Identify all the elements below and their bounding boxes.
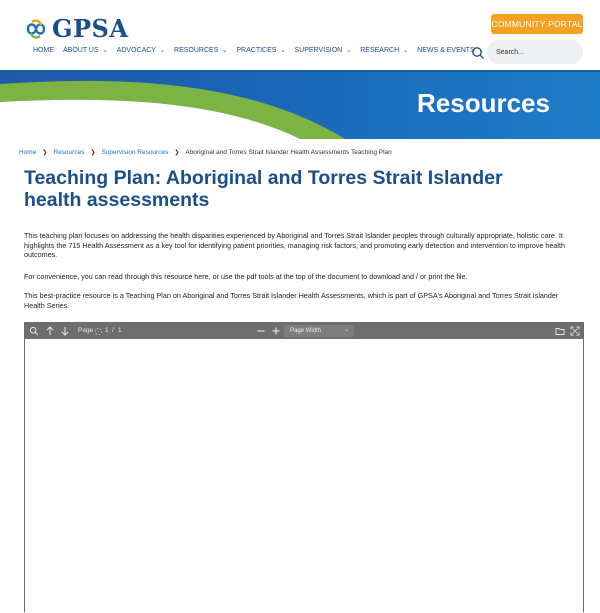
chevron-down-icon: ⌄: [102, 48, 108, 54]
chevron-down-icon: ⌄: [159, 48, 166, 54]
chevron-down-icon: ⌄: [346, 48, 352, 54]
nav-item-news-events[interactable]: NEWS & EVENTS ⌄: [417, 47, 484, 54]
arrow-down-icon[interactable]: [60, 326, 70, 336]
nav-item-resources[interactable]: RESOURCES ⌄: [174, 47, 228, 54]
gpsa-logo-icon: [24, 17, 48, 41]
chevron-right-icon: ❯: [174, 150, 180, 156]
banner-title: Resources: [417, 88, 550, 118]
chevron-down-icon: ⌄: [478, 48, 484, 54]
nav-item-advocacy[interactable]: ADVOCACY ⌄: [116, 47, 166, 54]
search-icon[interactable]: [471, 46, 485, 60]
pdf-page-canvas[interactable]: [25, 339, 583, 613]
main-nav: [33, 47, 493, 54]
pdf-viewer: [24, 322, 584, 612]
page-banner: [0, 70, 600, 139]
search-icon[interactable]: [29, 326, 39, 336]
breadcrumb-supervision-resources[interactable]: Supervision Resources: [101, 149, 169, 156]
chevron-down-icon: ⌄: [222, 48, 228, 54]
community-portal-button[interactable]: COMMUNITY PORTAL: [491, 14, 583, 34]
fullscreen-icon[interactable]: [570, 326, 580, 336]
search-input[interactable]: Search...: [487, 40, 583, 64]
breadcrumb-resources[interactable]: Resources: [53, 149, 85, 156]
chevron-down-icon: ⌄: [403, 48, 409, 54]
nav-item-practices[interactable]: PRACTICES ⌄: [236, 47, 286, 54]
series-paragraph: This best-practice resource is a Teaching Plan on Aboriginal and Torres Strait Islander Health Assessments, which is part of GPSA's Aboriginal and Torres Strait Islander Health Series.: [24, 291, 559, 310]
page-label: Page: [78, 327, 94, 334]
site-header: [0, 0, 600, 70]
zoom-select[interactable]: Page Width ⌄: [284, 325, 354, 337]
pdf-toolbar: [25, 323, 583, 339]
intro-paragraph: This teaching plan focuses on addressing the health disparities experienced by Aboriginal and Torres Strait Islander peoples through culturally appropriate, holistic care. It highlights the 715 Health Assessment as a key tool for identifying patient priorities, managing risk factors, and promoting early detection and intervention to improve health outcomes.: [24, 231, 565, 260]
chevron-down-icon: ⌄: [280, 48, 286, 54]
breadcrumb-home[interactable]: Home: [19, 149, 37, 156]
nav-item-about-us[interactable]: ABOUT US ⌄: [63, 47, 108, 54]
chevron-right-icon: ❯: [90, 150, 96, 156]
chevron-right-icon: ❯: [42, 150, 48, 156]
convenience-paragraph: For convenience, you can read through this resource here, or use the pdf tools at the top of the document to download and / or print the file.: [24, 272, 468, 281]
chevron-down-icon: ⌄: [343, 327, 349, 333]
page-separator: /: [112, 327, 114, 334]
breadcrumb: [19, 149, 392, 156]
breadcrumb-current: Aboriginal and Torres Strait Islander Health Assessments Teaching Plan: [185, 149, 392, 156]
zoom-out-icon[interactable]: [256, 326, 266, 336]
arrow-up-icon[interactable]: [45, 326, 55, 336]
nav-item-research[interactable]: RESEARCH ⌄: [360, 47, 409, 54]
loading-spinner-icon: [94, 327, 103, 336]
nav-item-supervision[interactable]: SUPERVISION ⌄: [294, 47, 352, 54]
logo[interactable]: [24, 14, 129, 43]
zoom-in-icon[interactable]: [271, 326, 281, 336]
page-title: Teaching Plan: Aboriginal and Torres Strait Islander health assessments: [24, 167, 503, 211]
logo-text: GPSA: [52, 14, 129, 43]
nav-item-home[interactable]: HOME: [33, 47, 54, 54]
page-total: 1: [118, 327, 122, 334]
page-number-input[interactable]: 1: [105, 327, 109, 334]
open-file-icon[interactable]: [555, 326, 565, 336]
